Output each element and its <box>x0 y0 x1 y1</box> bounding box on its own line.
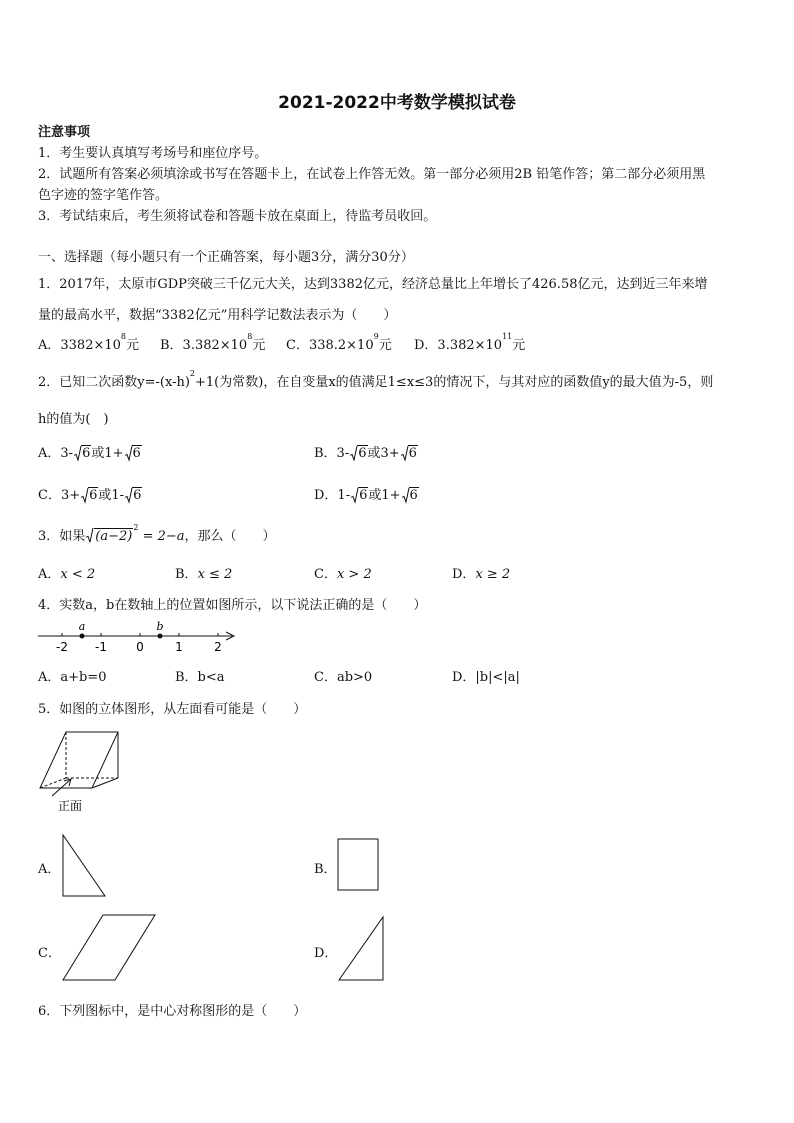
tick-label: 1 <box>175 640 183 654</box>
q3-option-b[interactable]: B．x ≤ 2 <box>175 567 233 582</box>
q5-option-c[interactable]: C． <box>38 946 61 961</box>
section-heading: 一、选择题（每小题只有一个正确答案，每小题3分，满分30分） <box>38 250 414 265</box>
q5-option-a[interactable]: A． <box>38 862 61 877</box>
q1-option-d[interactable]: D．$3.382\times 10^{11}$元 <box>414 332 526 353</box>
q3-option-a[interactable]: A．x < 2 <box>38 567 96 582</box>
q1-option-b[interactable]: B．$3.382\times 10^8$元 <box>160 332 266 353</box>
option-d-triangle <box>338 916 386 982</box>
notice-heading: 注意事项 <box>38 125 91 140</box>
option-c-parallelogram <box>62 914 158 982</box>
q2-line-1: 2．已知二次函数$y=-(x-h)^2+1$(为常数)，在自变量x的值满足1≤x≤3的情况下，与其对应的函数值y的最大值为-5，则 <box>38 369 714 390</box>
q1-line-1: 1．2017年，太原市GDP突破三千亿元大关，达到3382亿元，经济总量比上年增长了426.58亿元，达到近三年来增 <box>38 277 708 292</box>
tick-label: 2 <box>214 640 222 654</box>
q3-stem: 3．如果 $(a-2)^2 = 2-a$，那么（ ） <box>38 523 276 544</box>
q1-option-c[interactable]: C．$338.2\times 10^9$元 <box>286 332 392 353</box>
q5-option-b[interactable]: B． <box>314 862 337 877</box>
q2-option-d[interactable]: D．1- 6或1+ 6 <box>314 488 418 503</box>
page-title: 2021-2022中考数学模拟试卷 <box>278 93 516 113</box>
sqrt-symbol: 6 <box>74 446 91 461</box>
tick-label: -2 <box>56 640 68 654</box>
q5-stem: 5．如图的立体图形，从左面看可能是（ ） <box>38 702 307 717</box>
q5-option-d[interactable]: D． <box>314 946 338 961</box>
q4-option-d[interactable]: D．|b|<|a| <box>452 670 520 685</box>
q1-option-a[interactable]: A．$3382\times 10^8$元 <box>38 332 140 353</box>
q1-line-2: 量的最高水平，数据“3382亿元”用科学记数法表示为（ ） <box>38 308 397 323</box>
prism-figure <box>36 726 136 816</box>
notice-3: 3．考试结束后，考生须将试卷和答题卡放在桌面上，待监考员收回。 <box>38 209 437 224</box>
tick-label: -1 <box>95 640 107 654</box>
q2-option-a[interactable]: A．3- 6或1+ 6 <box>38 446 141 461</box>
q2-line-2: h的值为( ) <box>38 412 109 427</box>
point-a-label: a <box>78 620 86 633</box>
option-b-rectangle <box>337 838 381 892</box>
q3-option-c[interactable]: C．x > 2 <box>314 567 372 582</box>
q2-option-c[interactable]: C．3+ 6或1- 6 <box>38 488 142 503</box>
q4-option-b[interactable]: B．b<a <box>175 670 225 685</box>
point-b-label: b <box>156 620 164 633</box>
q4-option-c[interactable]: C．ab>0 <box>314 670 373 685</box>
notice-2-cont: 色字迹的签字笔作答。 <box>38 188 169 203</box>
q4-stem: 4．实数a，b在数轴上的位置如图所示，以下说法正确的是（ ） <box>38 598 427 613</box>
number-line <box>38 618 238 658</box>
option-a-triangle <box>62 834 108 898</box>
front-label: 正面 <box>58 799 83 813</box>
notice-2: 2．试题所有答案必须填涂或书写在答题卡上，在试卷上作答无效。第一部分必须用2B 铅笔作答；第二部分必须用黑 <box>38 167 706 182</box>
q4-option-a[interactable]: A．a+b=0 <box>38 670 107 685</box>
notice-1: 1．考生要认真填写考场号和座位序号。 <box>38 146 268 161</box>
q6-stem: 6．下列图标中，是中心对称图形的是（ ） <box>38 1004 307 1019</box>
point-a-dot <box>80 634 85 639</box>
q2-option-b[interactable]: B．3- 6或3+ 6 <box>314 446 417 461</box>
tick-label: 0 <box>136 640 144 654</box>
q3-option-d[interactable]: D．x ≥ 2 <box>452 567 511 582</box>
point-b-dot <box>158 634 163 639</box>
